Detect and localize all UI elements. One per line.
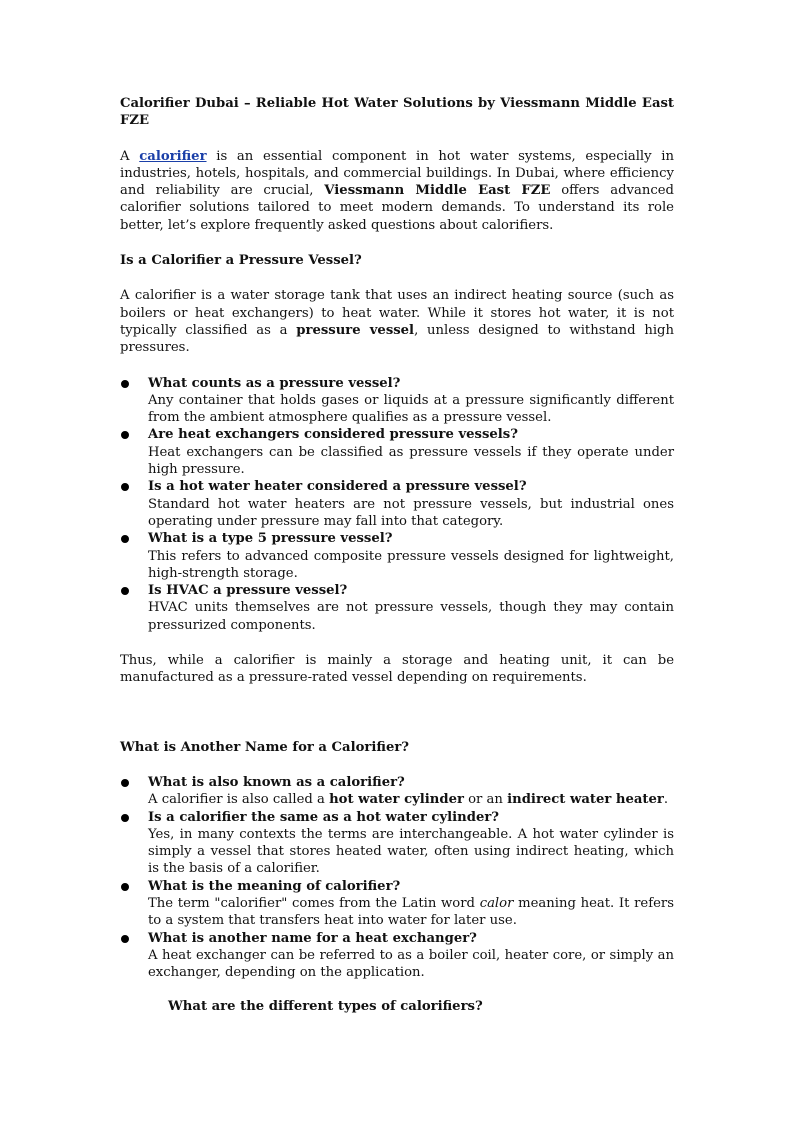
bullet-icon bbox=[121, 779, 129, 787]
section1-heading: Is a Calorifier a Pressure Vessel? bbox=[120, 253, 362, 269]
list-item: What is also known as a calorifier? A calorifier is also called a hot water cylinder or an indirect water heater. bbox=[120, 774, 674, 809]
list-item: What is the meaning of calorifier? The term "calorifier" comes from the Latin word calor meaning heat. It refers to a system that transfers heat into water for later use. bbox=[120, 878, 674, 930]
bullet-icon bbox=[121, 814, 129, 822]
types-subheading: What are the different types of calorifiers? bbox=[168, 999, 483, 1015]
list-item: Are heat exchangers considered pressure vessels? Heat exchangers can be classified as pressure vessels if they operate under high pressure. bbox=[120, 426, 674, 478]
section2-list bbox=[120, 774, 674, 982]
calorifier-link[interactable]: calorifier bbox=[139, 148, 207, 164]
bullet-icon bbox=[121, 935, 129, 943]
bullet-icon bbox=[121, 587, 129, 595]
bullet-icon bbox=[121, 883, 129, 891]
list-item: Is HVAC a pressure vessel? HVAC units themselves are not pressure vessels, though they may contain pressurized components. bbox=[120, 582, 674, 634]
document-title: Calorifier Dubai – Reliable Hot Water Solutions by Viessmann Middle East FZE bbox=[120, 96, 674, 129]
bullet-icon bbox=[121, 535, 129, 543]
document-page bbox=[120, 95, 674, 1016]
section1-conclusion: Thus, while a calorifier is mainly a storage and heating unit, it can be manufactured as a pressure-rated vessel depending on requirements. bbox=[120, 653, 674, 686]
bullet-icon bbox=[121, 380, 129, 388]
section1-list bbox=[120, 375, 674, 634]
bullet-icon bbox=[121, 431, 129, 439]
list-item: What counts as a pressure vessel? Any container that holds gases or liquids at a pressure significantly different from the ambient atmosphere qualifies as a pressure vessel. bbox=[120, 375, 674, 427]
list-item: What is a type 5 pressure vessel? This refers to advanced composite pressure vessels designed for lightweight, high-strength storage. bbox=[120, 530, 674, 582]
list-item: What is another name for a heat exchanger? A heat exchanger can be referred to as a boiler coil, heater core, or simply an exchanger, depending on the application. bbox=[120, 930, 674, 982]
bullet-icon bbox=[121, 483, 129, 491]
section1-paragraph: A calorifier is a water storage tank that uses an indirect heating source (such as boilers or heat exchangers) to heat water. While it stores hot water, it is not typically classified as a pressure vessel, unless designed to withstand high pressures. bbox=[120, 288, 674, 356]
company-name: Viessmann Middle East FZE bbox=[324, 183, 551, 199]
list-item: Is a hot water heater considered a pressure vessel? Standard hot water heaters are not pressure vessels, but industrial ones operating under pressure may fall into that category. bbox=[120, 478, 674, 530]
list-item: Is a calorifier the same as a hot water cylinder? Yes, in many contexts the terms are interchangeable. A hot water cylinder is simply a vessel that stores heated water, often using indirect heating, which is the basis of a calorifier. bbox=[120, 809, 674, 878]
section2-heading: What is Another Name for a Calorifier? bbox=[120, 739, 410, 755]
intro-paragraph: A calorifier is an essential component in hot water systems, especially in industries, hotels, hospitals, and commercial buildings. In Dubai, where efficiency and reliability are crucial, Viessmann Middle East FZE offers advanced calorifier solutions tailored to meet modern demands. To understand its role better, let’s explore frequently asked questions about calorifiers. bbox=[120, 148, 675, 233]
